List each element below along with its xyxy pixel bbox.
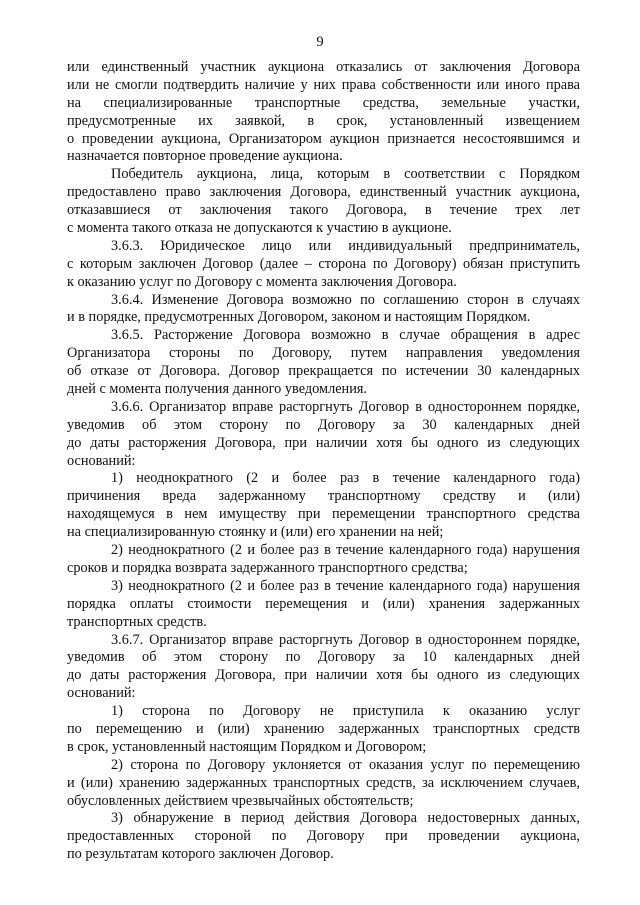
text-line: с момента такого отказа не допускаются к участию в аукционе.: [67, 220, 452, 237]
text-line: дней с момента получения данного уведомления.: [67, 381, 368, 398]
text-line: 3.6.7. Организатор вправе расторгнуть Договор в одностороннем порядке,: [111, 631, 580, 648]
text-line: оснований:: [67, 452, 136, 469]
text-line: на специализированные транспортные средства, земельные участки,: [67, 94, 580, 111]
text-line: предоставленных стороной по Договору при проведении аукциона,: [67, 828, 580, 845]
text-line: 2) сторона по Договору уклоняется от оказания услуг по перемещению: [111, 756, 580, 773]
text-line: 3.6.3. Юридическое лицо или индивидуальный предприниматель,: [111, 237, 580, 254]
text-line: 3) обнаружение в период действия Договора недостоверных данных,: [111, 810, 580, 827]
text-line: оснований:: [67, 685, 136, 702]
text-line: находящемуся в нем имуществу при перемещении транспортного средства: [67, 506, 580, 523]
text-line: о проведении аукциона, Организатором аукцион признается несостоявшимся и: [67, 130, 580, 147]
text-line: с которым заключен Договор (далее – сторона по Договору) обязан приступить: [67, 255, 580, 272]
text-line: и в порядке, предусмотренных Договором, законом и настоящим Порядком.: [67, 309, 531, 326]
text-line: на специализированную стоянку и (или) его хранении на ней;: [67, 524, 444, 541]
text-line: предоставлено право заключения Договора, единственный участник аукциона,: [67, 184, 580, 201]
text-line: в срок, установленный настоящим Порядком и Договором;: [67, 738, 427, 755]
text-line: уведомив об этом сторону по Договору за 30 календарных дней: [67, 416, 580, 433]
text-line: обусловленных действием чрезвычайных обстоятельств;: [67, 792, 414, 809]
text-line: по результатам которого заключен Договор.: [67, 846, 334, 863]
page-number: 9: [316, 34, 324, 50]
text-line: или единственный участник аукциона отказались от заключения Договора: [67, 59, 580, 75]
text-line: до даты расторжения Договора, при наличии хотя бы одного из следующих: [67, 434, 580, 451]
text-line: Организатора стороны по Договору, путем направления уведомления: [67, 345, 580, 362]
document-body: [67, 59, 580, 864]
text-line: и (или) хранению задержанных транспортных средств, за исключением случаев,: [67, 774, 580, 791]
text-line: сроков и порядка возврата задержанного транспортного средства;: [67, 559, 468, 576]
text-line: до даты расторжения Договора, при наличии хотя бы одного из следующих: [67, 667, 580, 684]
text-line: или не смогли подтвердить наличие у них права собственности или иного права: [67, 76, 580, 93]
text-line: к оказанию услуг по Договору с момента заключения Договора.: [67, 273, 457, 290]
text-line: порядка оплаты стоимости перемещения и (или) хранения задержанных: [67, 595, 580, 612]
text-line: уведомив об этом сторону по Договору за 10 календарных дней: [67, 649, 580, 666]
text-line: 3.6.4. Изменение Договора возможно по соглашению сторон в случаях: [111, 291, 580, 308]
text-line: 1) неоднократного (2 и более раз в течение календарного года): [111, 470, 580, 487]
text-line: 2) неоднократного (2 и более раз в течение календарного года) нарушения: [111, 542, 580, 559]
text-line: назначается повторное проведение аукциона.: [67, 148, 343, 165]
text-line: 3) неоднократного (2 и более раз в течение календарного года) нарушения: [111, 577, 580, 594]
text-line: предусмотренные их заявкой, в срок, установленный извещением: [67, 112, 580, 129]
text-line: Победитель аукциона, лица, которым в соответствии с Порядком: [111, 166, 580, 183]
text-line: по перемещению и (или) хранению задержанных транспортных средств: [67, 720, 580, 737]
text-line: транспортных средств.: [67, 613, 207, 630]
text-line: 3.6.6. Организатор вправе расторгнуть Договор в одностороннем порядке,: [111, 398, 580, 415]
text-line: 1) сторона по Договору не приступила к оказанию услуг: [111, 703, 580, 720]
text-line: об отказе от Договора. Договор прекращается по истечении 30 календарных: [67, 363, 580, 380]
text-line: отказавшиеся от заключения такого Договора, в течение трех лет: [67, 202, 580, 219]
text-line: 3.6.5. Расторжение Договора возможно в случае обращения в адрес: [111, 327, 580, 344]
text-line: причинения вреда задержанному транспортному средству и (или): [67, 488, 580, 505]
